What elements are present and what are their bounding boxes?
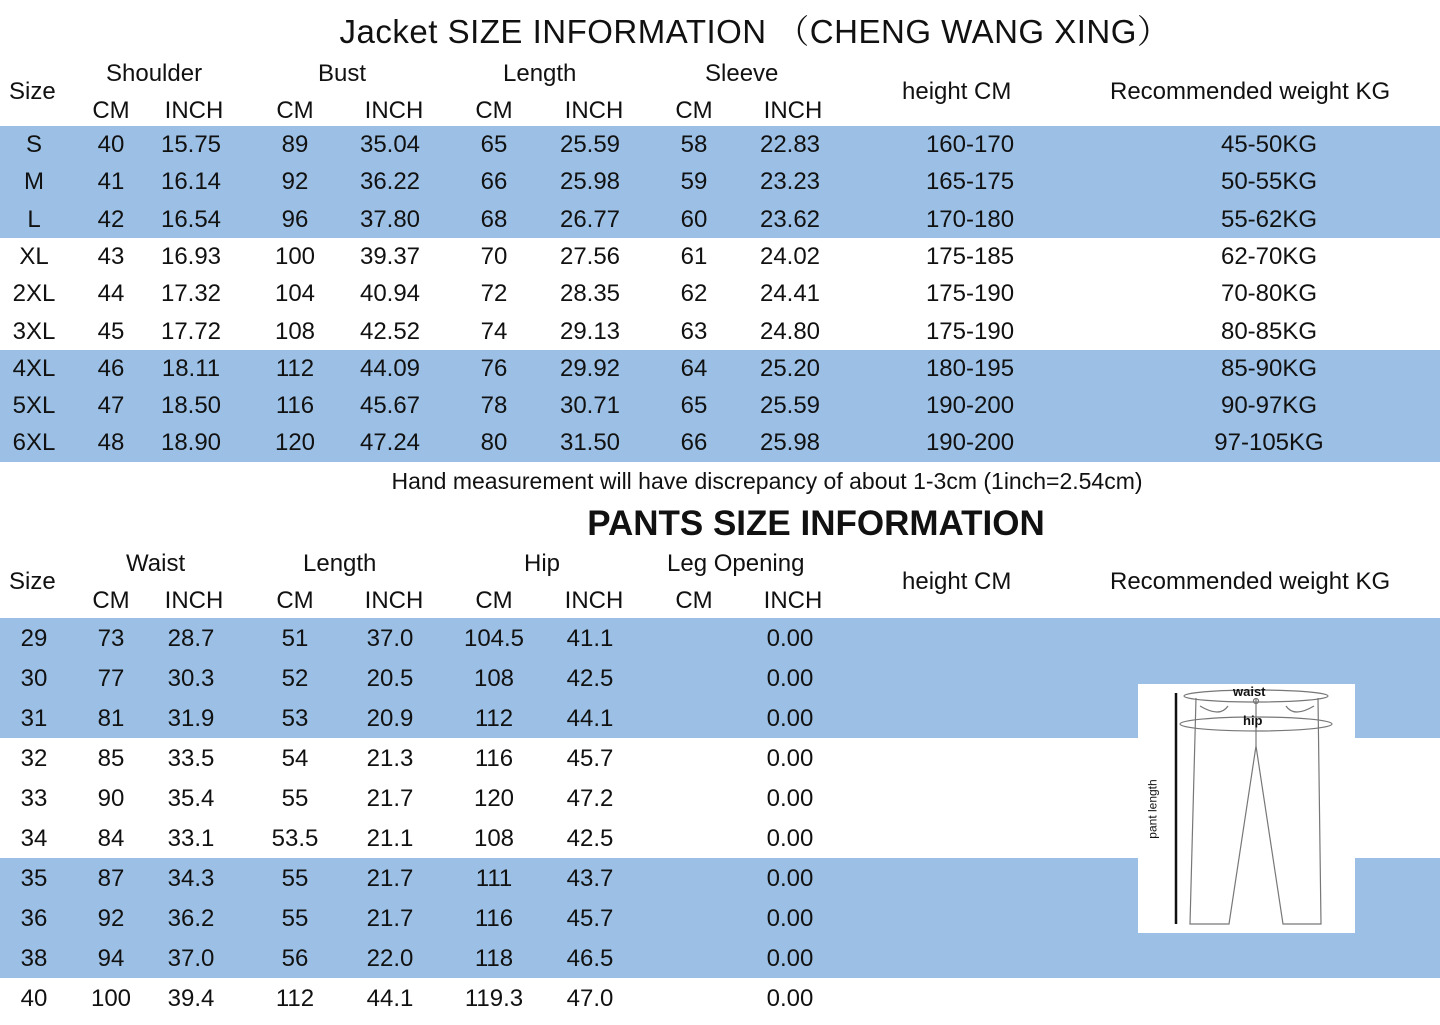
jacket-table-cell: 24.02 — [759, 242, 821, 270]
pants-table-cell: 40 — [20, 985, 48, 1012]
pants-table-cell: 0.00 — [766, 985, 814, 1012]
jacket-table-cell: 78 — [480, 392, 508, 420]
jacket-table-cell: 65 — [480, 131, 508, 158]
pants-table-cell: 33 — [20, 785, 48, 812]
jacket-table-cell: 4XL — [12, 354, 56, 382]
jacket-table-cell: 62 — [680, 280, 708, 308]
jacket-table-cell: 96 — [281, 205, 309, 233]
jacket-table-cell: 15.75 — [160, 131, 222, 158]
pants-table-cell: 29 — [20, 625, 48, 652]
jacket-table-cell: 23.23 — [759, 168, 821, 196]
pants-table-cell: 47.2 — [566, 785, 614, 812]
waist-label: waist — [1233, 684, 1266, 699]
jacket-table-cell: 35.04 — [359, 131, 421, 158]
pants-table-cell: 0.00 — [766, 665, 814, 692]
pants-table-cell: 45.7 — [566, 745, 614, 772]
pants-table-cell: 35.4 — [167, 785, 215, 812]
pants-table-cell: 54 — [281, 745, 309, 772]
jacket-table-cell: 43 — [97, 242, 125, 270]
jacket-table-row — [0, 206, 1440, 243]
jacket-table-cell: 160-170 — [925, 131, 1015, 158]
jacket-table-cell: 44 — [97, 280, 125, 308]
pants-table-cell: 28.7 — [167, 625, 215, 652]
jacket-table-cell: 48 — [97, 429, 125, 457]
pants-table-cell: 0.00 — [766, 785, 814, 812]
pants-unit: INCH — [364, 587, 424, 614]
pants-table-cell: 0.00 — [766, 705, 814, 732]
pants-table-cell: 112 — [275, 985, 315, 1012]
jacket-table-cell: 39.37 — [359, 242, 421, 270]
jacket-unit: INCH — [564, 97, 624, 124]
pants-table-cell: 21.7 — [366, 905, 414, 932]
jacket-table-cell: 16.93 — [160, 242, 222, 270]
pants-table-cell: 30.3 — [167, 665, 215, 692]
jacket-table-cell: 28.35 — [559, 280, 621, 308]
jacket-table-cell: 45.67 — [359, 392, 421, 420]
jacket-table-cell: 112 — [275, 354, 315, 382]
pants-table-cell: 0.00 — [766, 625, 814, 652]
pants-table-cell: 0.00 — [766, 825, 814, 852]
jacket-unit: CM — [92, 97, 130, 124]
jacket-unit: CM — [675, 97, 713, 124]
pants-table-cell: 116 — [474, 745, 514, 772]
pants-table-cell: 53.5 — [271, 825, 319, 852]
pants-table-cell: 31 — [20, 705, 48, 732]
pants-table-cell: 55 — [281, 865, 309, 892]
jacket-table-cell: 18.90 — [160, 429, 222, 457]
pants-table-cell: 52 — [281, 665, 309, 692]
jacket-table-cell: 58 — [680, 131, 708, 158]
jacket-table-cell: 44.09 — [359, 354, 421, 382]
jacket-table-cell: 76 — [480, 354, 508, 382]
jacket-table-cell: 60 — [680, 205, 708, 233]
jacket-table-cell: 89 — [281, 131, 309, 158]
pants-table-cell: 45.7 — [566, 905, 614, 932]
jacket-table-cell: 6XL — [12, 429, 56, 457]
pants-table-cell: 81 — [97, 705, 125, 732]
jacket-table-cell: 104 — [274, 280, 316, 308]
pants-unit: CM — [475, 587, 513, 614]
pants-table-row — [0, 985, 1440, 1025]
pants-header-weight: Recommended weight KG — [1110, 568, 1391, 595]
pants-header-waist: Waist — [126, 550, 186, 577]
pants-table-row — [0, 945, 1440, 985]
jacket-table-cell: 59 — [680, 168, 708, 196]
jacket-unit: CM — [276, 97, 314, 124]
jacket-table-cell: 100 — [274, 242, 316, 270]
jacket-table-cell: 23.62 — [759, 205, 821, 233]
pants-table-cell: 42.5 — [566, 825, 614, 852]
jacket-table-cell: 70 — [480, 242, 508, 270]
pants-table-cell: 84 — [97, 825, 125, 852]
jacket-table-cell: 61 — [680, 242, 708, 270]
jacket-table-row — [0, 243, 1440, 280]
jacket-table-cell: 170-180 — [925, 205, 1015, 233]
jacket-table-cell: 85-90KG — [1220, 354, 1318, 382]
jacket-table-cell: 165-175 — [925, 168, 1015, 196]
pants-header-size: Size — [9, 568, 56, 595]
pants-table-cell: 87 — [97, 865, 125, 892]
jacket-table-cell: 29.13 — [559, 317, 621, 345]
jacket-table-cell: 25.59 — [759, 392, 821, 420]
jacket-table-cell: 3XL — [12, 317, 56, 345]
jacket-table-cell: 25.98 — [559, 168, 621, 196]
pants-table-cell: 44.1 — [566, 705, 614, 732]
jacket-table-cell: 31.50 — [559, 429, 621, 457]
pants-table-cell: 0.00 — [766, 905, 814, 932]
pants-table-cell: 38 — [20, 945, 48, 972]
jacket-table-row — [0, 280, 1440, 317]
pants-table-cell: 0.00 — [766, 865, 814, 892]
jacket-table-cell: 45 — [97, 317, 125, 345]
pants-table-cell: 90 — [97, 785, 125, 812]
pants-table-cell: 56 — [281, 945, 309, 972]
jacket-table-cell: 17.32 — [160, 280, 222, 308]
jacket-table-cell: 180-195 — [925, 354, 1015, 382]
jacket-table-row — [0, 392, 1440, 429]
jacket-table-cell: 40 — [97, 131, 125, 158]
jacket-table-cell: 24.41 — [759, 280, 821, 308]
pants-table-cell: 111 — [475, 865, 513, 892]
jacket-table-cell: 70-80KG — [1220, 280, 1318, 308]
jacket-table-cell: 108 — [274, 317, 316, 345]
jacket-table-row — [0, 355, 1440, 392]
pants-table-cell: 108 — [473, 825, 515, 852]
pants-unit: CM — [92, 587, 130, 614]
jacket-table-cell: 74 — [480, 317, 508, 345]
jacket-table-cell: 63 — [680, 317, 708, 345]
jacket-table-cell: 90-97KG — [1220, 392, 1318, 420]
jacket-table-cell: 65 — [680, 392, 708, 420]
jacket-table-cell: 17.72 — [160, 317, 222, 345]
pants-table-cell: 37.0 — [366, 625, 414, 652]
jacket-table-cell: 25.20 — [759, 354, 821, 382]
pants-table-cell: 42.5 — [566, 665, 614, 692]
jacket-table-cell: 66 — [480, 168, 508, 196]
pants-table-cell: 31.9 — [167, 705, 215, 732]
pants-table-cell: 21.7 — [366, 865, 414, 892]
jacket-table-cell: 68 — [480, 205, 508, 233]
pants-header-length: Length — [303, 550, 377, 577]
jacket-table-cell: 72 — [480, 280, 508, 308]
jacket-table-cell: 16.14 — [160, 168, 222, 196]
pants-table-cell: 32 — [20, 745, 48, 772]
pants-table-cell: 34.3 — [167, 865, 215, 892]
jacket-table-row — [0, 429, 1440, 466]
jacket-table-cell: 175-190 — [925, 280, 1015, 308]
jacket-table-cell: 46 — [97, 354, 125, 382]
jacket-unit: INCH — [364, 97, 424, 124]
pants-table-cell: 43.7 — [566, 865, 614, 892]
jacket-table-cell: 80 — [480, 429, 508, 457]
jacket-table-row — [0, 168, 1440, 205]
pants-table-cell: 120 — [473, 785, 515, 812]
jacket-table-cell: 22.83 — [759, 131, 821, 158]
jacket-header-length: Length — [503, 60, 577, 87]
pants-measurement-diagram — [1138, 684, 1355, 933]
jacket-table-cell: 47 — [97, 392, 125, 420]
jacket-table-cell: 120 — [274, 429, 316, 457]
jacket-header-shoulder: Shoulder — [106, 60, 203, 87]
jacket-table-cell: 55-62KG — [1220, 205, 1318, 233]
jacket-table-cell: 42.52 — [359, 317, 421, 345]
jacket-table-cell: 26.77 — [559, 205, 621, 233]
pants-table-cell: 55 — [281, 905, 309, 932]
jacket-title: Jacket SIZE INFORMATION （CHENG WANG XING） — [339, 13, 1171, 50]
jacket-table-cell: 66 — [680, 429, 708, 457]
jacket-table-cell: 29.92 — [559, 354, 621, 382]
pants-table-cell: 104.5 — [463, 625, 525, 652]
pants-table-cell: 21.1 — [366, 825, 414, 852]
jacket-table-cell: 64 — [680, 354, 708, 382]
jacket-table-cell: 16.54 — [160, 205, 222, 233]
pants-table-cell: 119.3 — [464, 985, 524, 1012]
pants-table-row — [0, 625, 1440, 665]
jacket-table-cell: 190-200 — [925, 392, 1015, 420]
jacket-table-cell: 18.11 — [161, 354, 221, 382]
jacket-table-cell: 30.71 — [559, 392, 621, 420]
jacket-table-cell: 47.24 — [359, 429, 421, 457]
pants-table-cell: 100 — [90, 985, 132, 1012]
jacket-table-cell: 97-105KG — [1214, 429, 1324, 457]
jacket-table-cell: 36.22 — [359, 168, 421, 196]
jacket-table-row — [0, 131, 1440, 168]
jacket-table-cell: 18.50 — [160, 392, 222, 420]
pants-table-cell: 34 — [20, 825, 48, 852]
jacket-table-cell: 2XL — [12, 280, 56, 308]
pants-table-cell: 37.0 — [167, 945, 215, 972]
pants-table-cell: 22.0 — [366, 945, 414, 972]
pants-table-cell: 36 — [20, 905, 48, 932]
pants-table-cell: 118 — [474, 945, 514, 972]
pants-table-cell: 35 — [20, 865, 48, 892]
jacket-table-cell: 42 — [97, 205, 125, 233]
pants-table-cell: 41.1 — [566, 625, 614, 652]
pants-table-cell: 39.4 — [167, 985, 215, 1012]
pants-unit: CM — [675, 587, 713, 614]
jacket-table-cell: 175-190 — [925, 317, 1015, 345]
jacket-table-cell: 116 — [275, 392, 315, 420]
pants-table-cell: 20.9 — [366, 705, 414, 732]
pants-table-cell: 94 — [97, 945, 125, 972]
pants-table-cell: 51 — [281, 625, 309, 652]
jacket-table-cell: 45-50KG — [1220, 131, 1318, 158]
pants-header-height: height CM — [902, 568, 1012, 595]
jacket-header-height: height CM — [902, 78, 1012, 105]
pants-unit: INCH — [564, 587, 624, 614]
pants-unit: INCH — [763, 587, 823, 614]
pants-table-cell: 0.00 — [766, 945, 814, 972]
pants-unit: INCH — [164, 587, 224, 614]
pants-table-cell: 46.5 — [566, 945, 614, 972]
jacket-table-cell: 62-70KG — [1220, 242, 1318, 270]
jacket-table-cell: 40.94 — [359, 280, 421, 308]
jacket-header-size: Size — [9, 78, 56, 105]
pants-table-cell: 47.0 — [566, 985, 614, 1012]
jacket-table-cell: 190-200 — [925, 429, 1015, 457]
pants-table-cell: 21.7 — [366, 785, 414, 812]
jacket-table-cell: 5XL — [12, 392, 56, 420]
pants-unit: CM — [276, 587, 314, 614]
jacket-table-cell: 24.80 — [759, 317, 821, 345]
jacket-unit: INCH — [164, 97, 224, 124]
jacket-table-cell: 27.56 — [559, 242, 621, 270]
pants-table-cell: 85 — [97, 745, 125, 772]
pants-table-cell: 92 — [97, 905, 125, 932]
jacket-table-cell: S — [25, 131, 43, 158]
measurement-note: Hand measurement will have discrepancy of about 1-3cm (1inch=2.54cm) — [391, 468, 1143, 494]
pants-table-cell: 108 — [473, 665, 515, 692]
pants-table-cell: 36.2 — [167, 905, 215, 932]
pants-title: PANTS SIZE INFORMATION — [587, 504, 1045, 543]
pant-length-label: pant length — [1145, 779, 1160, 839]
pants-table-cell: 21.3 — [366, 745, 414, 772]
jacket-table-cell: 92 — [281, 168, 309, 196]
pants-table-cell: 44.1 — [366, 985, 414, 1012]
jacket-table-cell: M — [24, 168, 44, 196]
jacket-table-cell: XL — [19, 242, 49, 270]
jacket-header-sleeve: Sleeve — [705, 60, 779, 87]
pants-table-cell: 77 — [97, 665, 125, 692]
jacket-table-cell: 25.98 — [759, 429, 821, 457]
pants-table-cell: 116 — [474, 905, 514, 932]
jacket-header-bust: Bust — [318, 60, 367, 87]
pants-table-cell: 112 — [474, 705, 514, 732]
pants-table-cell: 0.00 — [766, 745, 814, 772]
jacket-header-weight: Recommended weight KG — [1110, 78, 1391, 105]
jacket-unit: CM — [475, 97, 513, 124]
jacket-table-row — [0, 318, 1440, 355]
jacket-table-cell: 37.80 — [359, 205, 421, 233]
pants-table-cell: 73 — [97, 625, 125, 652]
jacket-table-cell: L — [27, 205, 41, 233]
jacket-table-cell: 80-85KG — [1220, 317, 1318, 345]
jacket-table-cell: 41 — [97, 168, 125, 196]
jacket-table-cell: 175-185 — [925, 242, 1015, 270]
pants-table-cell: 55 — [281, 785, 309, 812]
pants-table-cell: 53 — [281, 705, 309, 732]
pants-table-cell: 33.1 — [167, 825, 215, 852]
pants-table-cell: 33.5 — [167, 745, 215, 772]
pants-table-cell: 20.5 — [366, 665, 414, 692]
jacket-table-cell: 50-55KG — [1220, 168, 1318, 196]
hip-label: hip — [1243, 713, 1263, 728]
pants-header-hip: Hip — [524, 550, 561, 577]
pants-header-leg-opening: Leg Opening — [667, 550, 805, 577]
jacket-unit: INCH — [763, 97, 823, 124]
jacket-table-cell: 25.59 — [559, 131, 621, 158]
pants-table-cell: 30 — [20, 665, 48, 692]
